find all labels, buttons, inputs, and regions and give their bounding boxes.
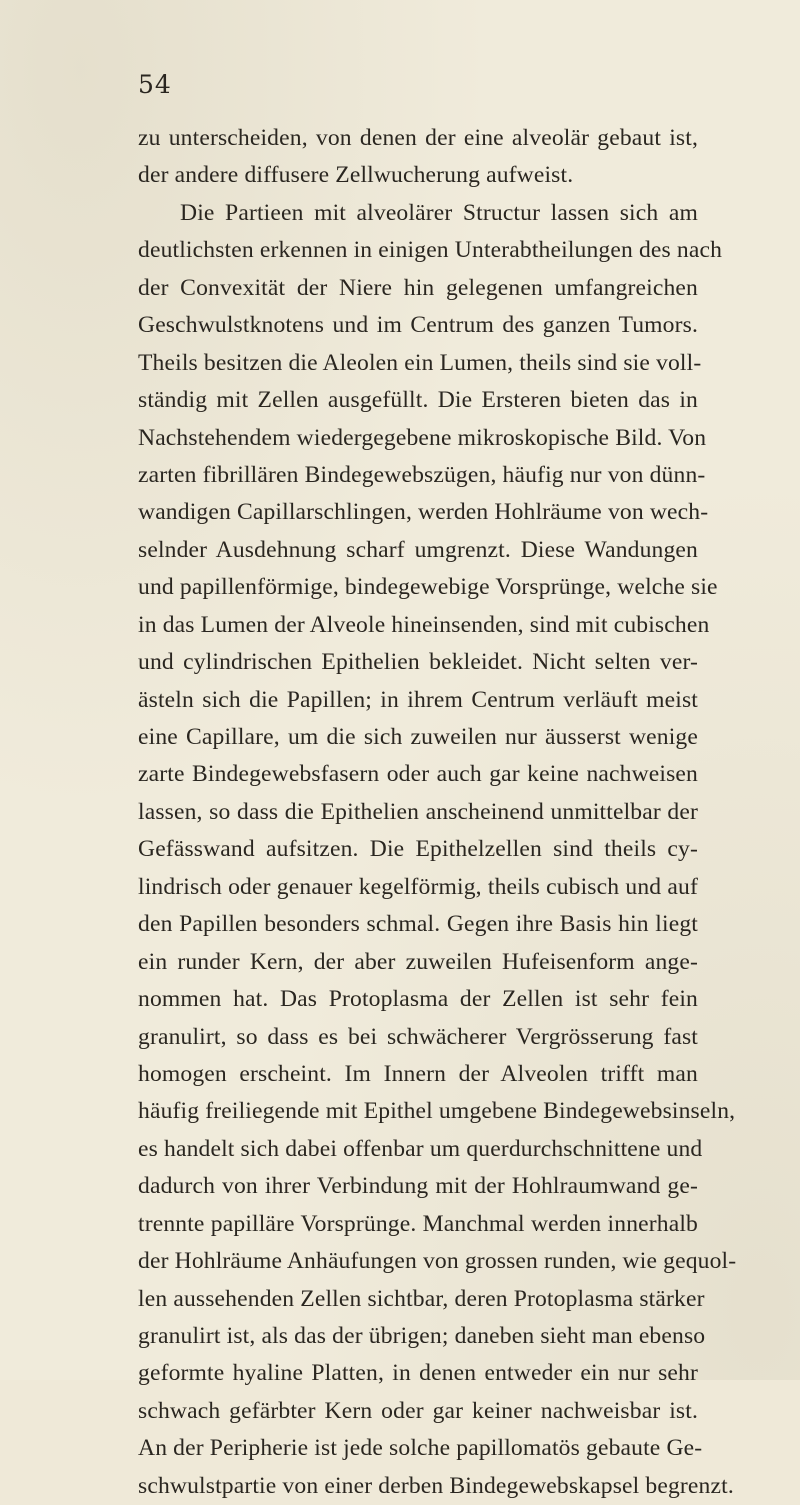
text-line: häufig freiliegende mit Epithel umgebene Bindegewebsinseln, xyxy=(138,1098,736,1125)
text-line: und cylindrischen Epithelien bekleidet. Nicht selten ver- xyxy=(138,649,698,676)
text-line: Die Partieen mit alveolärer Structur lassen sich am xyxy=(180,199,698,226)
text-line: ein runder Kern, der aber zuweilen Hufeisenform ange- xyxy=(138,948,698,975)
text-line: der Convexität der Niere hin gelegenen umfangreichen xyxy=(138,274,698,301)
text-line: den Papillen besonders schmal. Gegen ihre Basis hin liegt xyxy=(138,911,698,938)
text-line: Gefässwand aufsitzen. Die Epithelzellen sind theils cy- xyxy=(138,836,698,863)
text-line: schwulstpartie von einer derben Bindegewebskapsel begrenzt. xyxy=(138,1472,734,1499)
text-line: der Hohlräume Anhäufungen von grossen runden, wie gequol- xyxy=(138,1248,737,1275)
text-line: der andere diffusere Zellwucherung aufweist. xyxy=(138,162,574,189)
text-line: Theils besitzen die Aleolen ein Lumen, theils sind sie voll- xyxy=(138,349,702,376)
text-line: zarte Bindegewebsfasern oder auch gar keine nachweisen xyxy=(138,761,698,788)
text-line: dadurch von ihrer Verbindung mit der Hohlraumwand ge- xyxy=(138,1173,698,1200)
text-line: zu unterscheiden, von denen der eine alveolär gebaut ist, xyxy=(138,125,698,151)
page-number: 54 xyxy=(138,70,172,99)
text-line: in das Lumen der Alveole hineinsenden, sind mit cubischen xyxy=(138,611,710,638)
text-line: ständig mit Zellen ausgefüllt. Die Ersteren bieten das in xyxy=(138,387,698,414)
text-line: lassen, so dass die Epithelien anscheinend unmittelbar der xyxy=(138,798,698,825)
text-line: An der Peripherie ist jede solche papillomatös gebaute Ge- xyxy=(138,1435,703,1462)
text-line: geformte hyaline Platten, in denen entweder ein nur sehr xyxy=(138,1360,698,1387)
text-line: granulirt ist, als das der übrigen; daneben sieht man ebenso xyxy=(138,1323,706,1349)
text-line: deutlichsten erkennen in einigen Unterabtheilungen des nach xyxy=(138,237,723,264)
body-text xyxy=(138,120,737,1505)
text-line: ästeln sich die Papillen; in ihrem Centrum verläuft meist xyxy=(138,686,698,713)
text-line: wandigen Capillarschlingen, werden Hohlräume von wech- xyxy=(138,499,709,526)
text-line: trennte papilläre Vorsprünge. Manchmal werden innerhalb xyxy=(138,1210,698,1237)
text-line: eine Capillare, um die sich zuweilen nur äusserst wenige xyxy=(138,724,698,750)
text-line: len aussehenden Zellen sichtbar, deren Protoplasma stärker xyxy=(138,1285,705,1312)
text-line: nommen hat. Das Protoplasma der Zellen ist sehr fein xyxy=(138,986,698,1013)
text-line: selnder Ausdehnung scharf umgrenzt. Diese Wandungen xyxy=(138,536,698,563)
text-line: homogen erscheint. Im Innern der Alveolen trifft man xyxy=(138,1060,698,1087)
text-line: schwach gefärbter Kern oder gar keiner nachweisbar ist. xyxy=(138,1397,698,1424)
text-line: zarten fibrillären Bindegewebszügen, häufig nur von dünn- xyxy=(138,461,706,488)
text-line: lindrisch oder genauer kegelförmig, theils cubisch und auf xyxy=(138,873,698,900)
text-line: es handelt sich dabei offenbar um querdurchschnittene und xyxy=(138,1135,703,1162)
text-line: und papillenförmige, bindegewebige Vorsprünge, welche sie xyxy=(138,574,718,601)
text-line: Nachstehendem wiedergegebene mikroskopische Bild. Von xyxy=(138,424,707,451)
text-line: Geschwulstknotens und im Centrum des ganzen Tumors. xyxy=(138,312,698,339)
text-line: granulirt, so dass es bei schwächerer Vergrösserung fast xyxy=(138,1023,698,1050)
